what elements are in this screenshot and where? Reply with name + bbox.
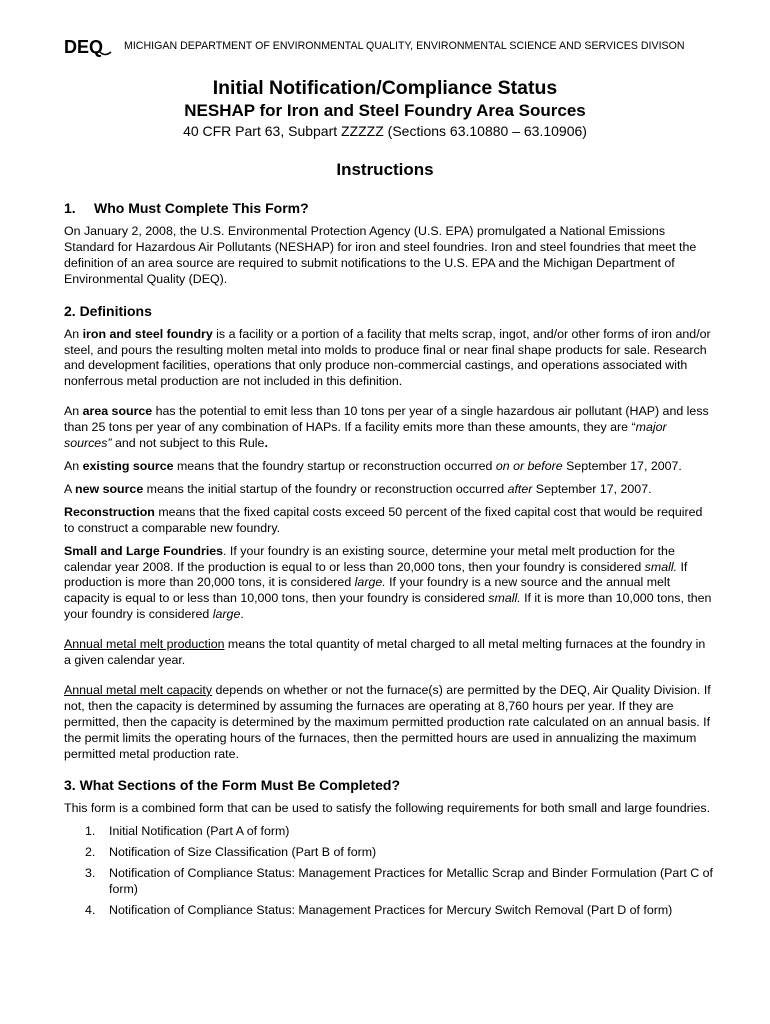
regulation-citation: 40 CFR Part 63, Subpart ZZZZZ (Sections 63.10880 – 63.10906) <box>183 123 587 139</box>
deq-logo <box>64 36 116 63</box>
instructions-heading: Instructions <box>336 160 434 179</box>
definition-existing-source: An existing source means that the foundry startup or reconstruction occurred on or before September 17, 2007. <box>64 458 682 473</box>
definition-reconstruction: Reconstruction means that the fixed capital costs exceed 50 percent of the fixed capital cost that would be required to construct a comparable new foundry. <box>64 504 703 535</box>
definition-annual-production: Annual metal melt production means the total quantity of metal charged to all metal melting furnaces at the foundry in a given calendar year. <box>64 637 706 668</box>
svg-text:DEQ: DEQ <box>64 37 104 57</box>
section-3-heading: 3. What Sections of the Form Must Be Completed? <box>64 777 401 794</box>
section-3-intro: This form is a combined form that can be used to satisfy the following requirements for both small and large foundries. <box>64 801 711 816</box>
list-item: 1. Initial Notification (Part A of form) <box>85 824 290 839</box>
list-item: 2. Notification of Size Classification (Part B of form) <box>85 845 377 860</box>
form-title: Initial Notification/Compliance Status <box>212 77 558 99</box>
definition-area-source: An area source has the potential to emit less than 10 tons per year of a single hazardous air pollutant (HAP) and less than 25 tons per year of any combination of HAPs. If a facility emits more than these amounts, they are “major sources” and not subject to this Rule. <box>64 404 709 451</box>
definition-annual-capacity: Annual metal melt capacity depends on whether or not the furnace(s) are permitted by the DEQ, Air Quality Division. If not, then the capacity is determined by assuming the furnaces are operating at 8,760 hours per year. If they are permitted, then the capacity is determined by the maximum permitted production rate calculated on an annual basis. If the permit limits the operating hours of the furnaces, then the permitted hours are used in annualizing the maximum permitted metal production rate. <box>64 682 711 761</box>
section-1-heading: 1. Who Must Complete This Form? <box>64 200 309 216</box>
agency-name: MICHIGAN DEPARTMENT OF ENVIRONMENTAL QUALITY, ENVIRONMENTAL SCIENCE AND SERVICES DIVISON <box>124 40 685 52</box>
section-2-heading: 2. Definitions <box>64 302 152 319</box>
list-item: 3. Notification of Compliance Status: Management Practices for Metallic Scrap and Binder Formulation (Part C of form) <box>85 866 713 897</box>
definition-new-source: A new source means the initial startup of the foundry or reconstruction occurred after September 17, 2007. <box>64 481 652 496</box>
page-header <box>64 36 744 58</box>
title-block <box>0 76 770 181</box>
definition-small-large-foundries: Small and Large Foundries. If your foundry is an existing source, determine your metal melt production for the calendar year 2008. If the production is equal to or less than 20,000 tons, then your foundry is considered small. If production is more than 20,000 tons, it is considered large. If your foundry is a new source and the annual melt capacity is equal to or less than 10,000 tons, then your foundry is considered small. If it is more than 10,000 tons, then your foundry is considered large. <box>64 543 712 622</box>
definition-iron-steel-foundry: An iron and steel foundry is a facility or a portion of a facility that melts scrap, ingot, and/or other forms of iron and/or steel, and pours the resulting molten metal into molds to produce final or near final shape products for sale. Research and development facilities, operations that only produce non-commercial castings, and operations associated with nonferrous metal production are not included in this definition. <box>64 326 711 389</box>
section-1-text: On January 2, 2008, the U.S. Environmental Protection Agency (U.S. EPA) promulgated a National Emissions Standard for Hazardous Air Pollutants (NESHAP) for iron and steel foundries. Iron and steel foundries that meet the definition of an area source are required to submit notifications to the U.S. EPA and the Michigan Department of Environmental Quality (DEQ). <box>64 224 697 286</box>
form-subtitle: NESHAP for Iron and Steel Foundry Area Sources <box>184 101 586 120</box>
instructions-body <box>64 199 714 924</box>
list-item: 4. Notification of Compliance Status: Management Practices for Mercury Switch Removal (Part D of form) <box>85 903 673 917</box>
form-parts-list <box>64 824 714 919</box>
